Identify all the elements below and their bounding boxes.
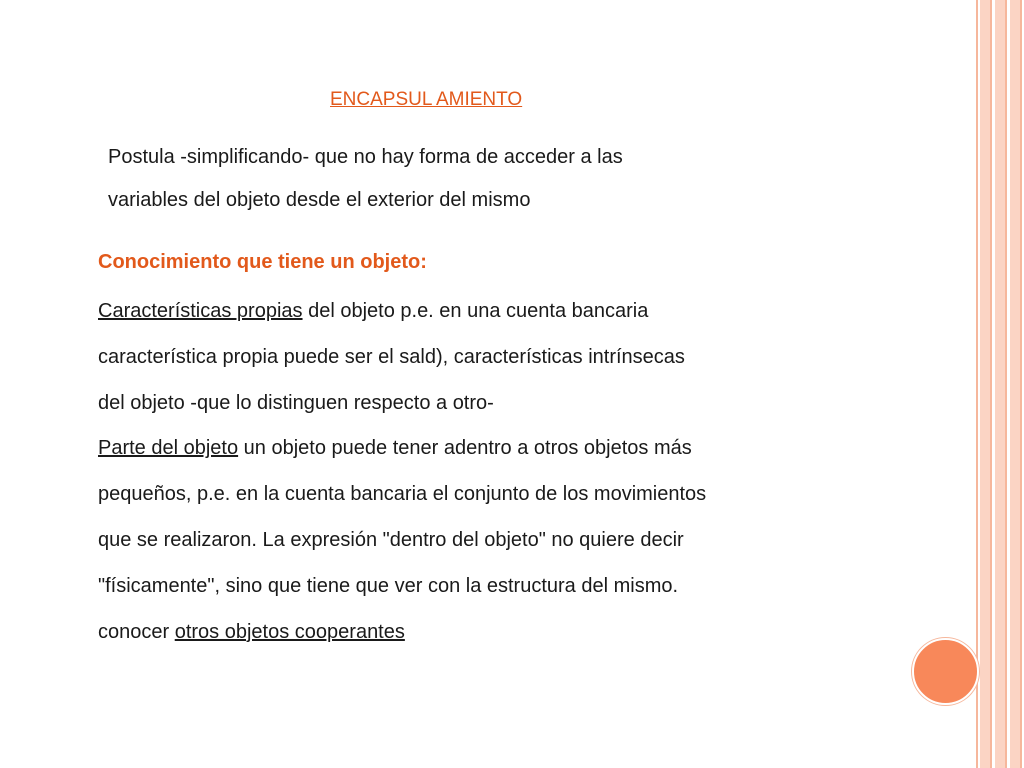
- body-line: característica propia puede ser el sald), características intrínsecas: [98, 345, 685, 368]
- decorative-stripe: [1010, 0, 1020, 768]
- term-otros-objetos-cooperantes: otros objetos cooperantes: [174, 620, 405, 643]
- body-line: que se realizaron. La expresión "dentro del objeto" no quiere decir: [98, 528, 684, 551]
- decorative-stripe: [1005, 0, 1007, 768]
- term-caracteristicas-propias: Características propias: [98, 300, 303, 322]
- body-line: "físicamente", sino que tiene que ver con la estructura del mismo.: [98, 574, 679, 597]
- body-line: pequeños, p.e. en la cuenta bancaria el conjunto de los movimientos: [98, 483, 707, 506]
- body-text-span: conocer: [98, 620, 175, 643]
- section-heading: Conocimiento que tiene un objeto:: [98, 251, 427, 273]
- paragraph-parts-line: [98, 426, 898, 472]
- decorative-stripe: [990, 0, 992, 768]
- term-parte-del-objeto: Parte del objeto: [98, 437, 239, 460]
- slide-title: ENCAPSUL AMIENTO: [330, 89, 523, 110]
- body-text-span: del objeto p.e. en una cuenta bancaria: [302, 300, 649, 322]
- intro-line: Postula -simplificando- que no hay forma de acceder a las: [108, 146, 623, 168]
- decorative-stripe: [976, 0, 978, 768]
- intro-text: [108, 136, 848, 222]
- decorative-stripe: [980, 0, 990, 768]
- decorative-stripe: [1020, 0, 1022, 768]
- decorative-stripe: [995, 0, 1005, 768]
- paragraph-characteristics-line: [98, 289, 898, 335]
- body-text: [98, 289, 898, 655]
- body-text-span: un objeto puede tener adentro a otros objetos más: [238, 437, 692, 460]
- paragraph-cooperating-line: [98, 610, 898, 656]
- body-line: del objeto -que lo distinguen respecto a otro-: [98, 391, 494, 414]
- decorative-circle: [912, 638, 979, 705]
- intro-line: variables del objeto desde el exterior del mismo: [108, 189, 531, 211]
